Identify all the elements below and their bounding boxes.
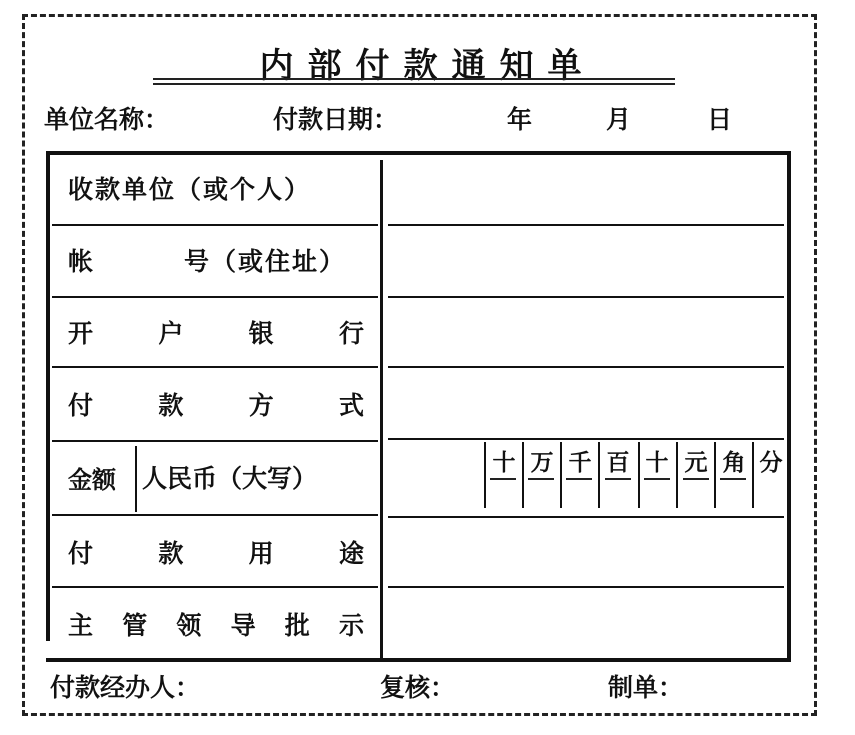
row-separator <box>388 438 784 440</box>
unit-thousand: 千 <box>568 449 592 476</box>
unit-underline <box>566 478 592 480</box>
table-left-border <box>46 151 50 641</box>
row-separator <box>52 224 378 226</box>
amount-label-divider <box>135 446 137 512</box>
payment-method-char: 款 <box>158 391 184 420</box>
table-top-border <box>46 151 791 155</box>
account-label <box>68 240 364 280</box>
approval-char: 领 <box>176 611 202 640</box>
payment-purpose-label <box>68 532 364 572</box>
unit-underline <box>720 478 746 480</box>
unit-name-label: 单位名称： <box>44 105 170 134</box>
row-separator <box>52 440 378 442</box>
row-separator <box>388 366 784 368</box>
payment-purpose-value[interactable] <box>390 522 784 584</box>
rmb-uppercase-label: 人民币（大写） <box>142 464 318 493</box>
payment-purpose-char: 途 <box>338 539 364 568</box>
bank-value[interactable] <box>390 302 784 364</box>
amount-value[interactable] <box>390 444 480 512</box>
account-value[interactable] <box>390 230 784 294</box>
table-right-border <box>787 151 791 662</box>
unit-underline <box>490 478 516 480</box>
row-separator <box>52 296 378 298</box>
payment-method-label <box>68 384 364 424</box>
bank-label-char: 户 <box>158 319 184 348</box>
unit-ten: 十 <box>645 449 669 476</box>
title-underline-2 <box>153 83 675 85</box>
row-separator <box>388 296 784 298</box>
title-underline <box>153 78 675 80</box>
bank-label-char: 行 <box>338 319 364 348</box>
payment-purpose-char: 用 <box>248 539 274 568</box>
bank-label <box>68 312 364 352</box>
payment-date-label: 付款日期： <box>273 105 399 134</box>
payment-method-char: 式 <box>338 391 364 420</box>
row-separator <box>52 586 378 588</box>
year-label: 年 <box>507 105 533 134</box>
unit-underline <box>528 478 554 480</box>
row-separator <box>52 514 378 516</box>
unit-ten-thousand: 万 <box>530 449 554 476</box>
form-title: 内部付款通知单 <box>259 46 596 86</box>
account-label-rest: 号（或住址） <box>183 247 346 276</box>
payment-purpose-char: 付 <box>68 539 94 568</box>
bank-label-char: 开 <box>68 319 94 348</box>
payee-value[interactable] <box>390 160 784 222</box>
approval-label <box>68 604 364 644</box>
bank-label-char: 银 <box>248 319 274 348</box>
payment-handler-label: 付款经办人： <box>50 673 201 702</box>
unit-underline <box>605 478 631 480</box>
review-label: 复核： <box>380 673 456 702</box>
amount-label: 金额 <box>68 465 116 494</box>
unit-fen: 分 <box>759 449 783 476</box>
payee-label: 收款单位（或个人） <box>68 175 312 204</box>
row-separator <box>388 224 784 226</box>
unit-ten-million: 十 <box>492 449 516 476</box>
payment-method-char: 付 <box>68 391 94 420</box>
prepared-by-label: 制单： <box>608 673 684 702</box>
account-label-char: 帐 <box>68 247 94 276</box>
month-label: 月 <box>606 105 632 134</box>
approval-char: 管 <box>122 611 148 640</box>
row-separator <box>388 586 784 588</box>
approval-char: 批 <box>284 611 310 640</box>
approval-char: 主 <box>68 611 94 640</box>
approval-char: 示 <box>338 611 364 640</box>
row-separator <box>52 366 378 368</box>
unit-jiao: 角 <box>722 449 746 476</box>
day-label: 日 <box>707 105 733 134</box>
payment-method-char: 方 <box>248 391 274 420</box>
approval-value[interactable] <box>390 592 784 654</box>
payment-purpose-char: 款 <box>158 539 184 568</box>
payment-method-value[interactable] <box>390 372 784 436</box>
approval-char: 导 <box>230 611 256 640</box>
unit-underline <box>644 478 670 480</box>
table-column-divider <box>380 160 383 660</box>
unit-underline <box>683 478 709 480</box>
row-separator <box>388 516 784 518</box>
unit-yuan: 元 <box>684 449 708 476</box>
unit-hundred: 百 <box>606 449 630 476</box>
table-bottom-border <box>46 658 791 662</box>
